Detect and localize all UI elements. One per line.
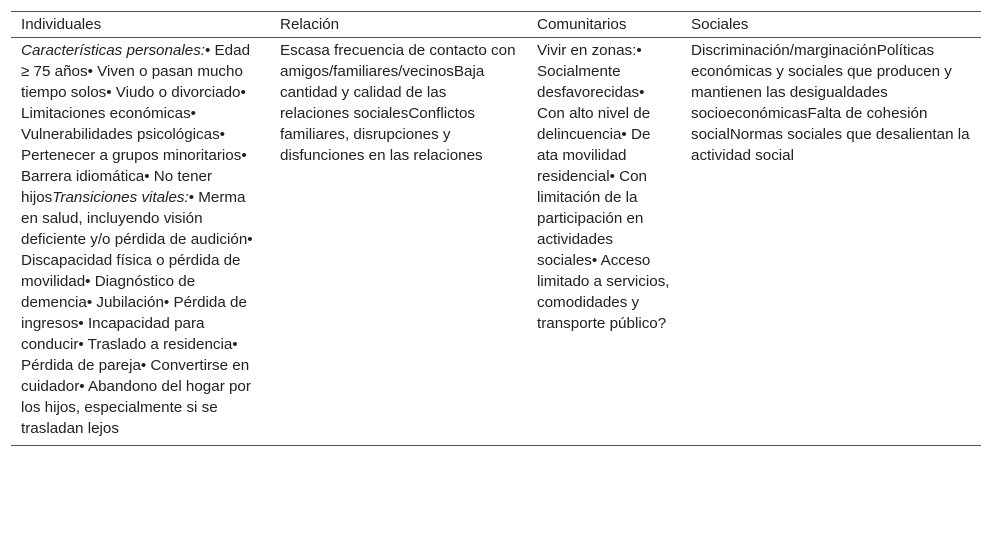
- header-sociales: Sociales: [681, 12, 981, 38]
- header-individuales: Individuales: [11, 12, 270, 38]
- table-header-row: [11, 12, 981, 38]
- cell-relacion: Escasa frecuencia de contacto con amigos/familiares/vecinosBaja cantidad y calidad de las relaciones socialesConflictos familiares, disrupciones y disfunciones en las relaciones: [270, 38, 527, 446]
- cell-comunitarios: Vivir en zonas:• Socialmente desfavorecidas• Con alto nivel de delincuencia• De ata movilidad residencial• Con limitación de la participación en actividades sociales• Acceso limitado a servicios, comodidades y transporte público?: [527, 38, 681, 446]
- cell-individuales: [11, 38, 270, 446]
- header-relacion: Relación: [270, 12, 527, 38]
- label-transiciones-vitales: Transiciones vitales:: [52, 189, 189, 206]
- table-row: [11, 38, 981, 446]
- header-comunitarios: Comunitarios: [527, 12, 681, 38]
- cell-sociales: Discriminación/marginaciónPolíticas económicas y sociales que producen y mantienen las desigualdades socioeconómicasFalta de cohesión socialNormas sociales que desalientan la actividad social: [681, 38, 981, 446]
- risk-factors-table-container: [11, 11, 981, 446]
- text-caracteristicas-personales: • Edad ≥ 75 años• Viven o pasan mucho tiempo solos• Viudo o divorciado• Limitaciones económicas• Vulnerabilidades psicológicas• Pertenecer a grupos minoritarios• Barrera idiomática• No tener hijos: [21, 42, 251, 206]
- label-caracteristicas-personales: Características personales:: [21, 42, 206, 59]
- risk-factors-table: [11, 11, 981, 446]
- text-transiciones-vitales: • Merma en salud, incluyendo visión deficiente y/o pérdida de audición• Discapacidad física o pérdida de movilidad• Diagnóstico de demencia• Jubilación• Pérdida de ingresos• Incapacidad para conducir• Traslado a residencia• Pérdida de pareja• Convertirse en cuidador• Abandono del hogar por los hijos, especialmente si se trasladan lejos: [21, 189, 253, 437]
